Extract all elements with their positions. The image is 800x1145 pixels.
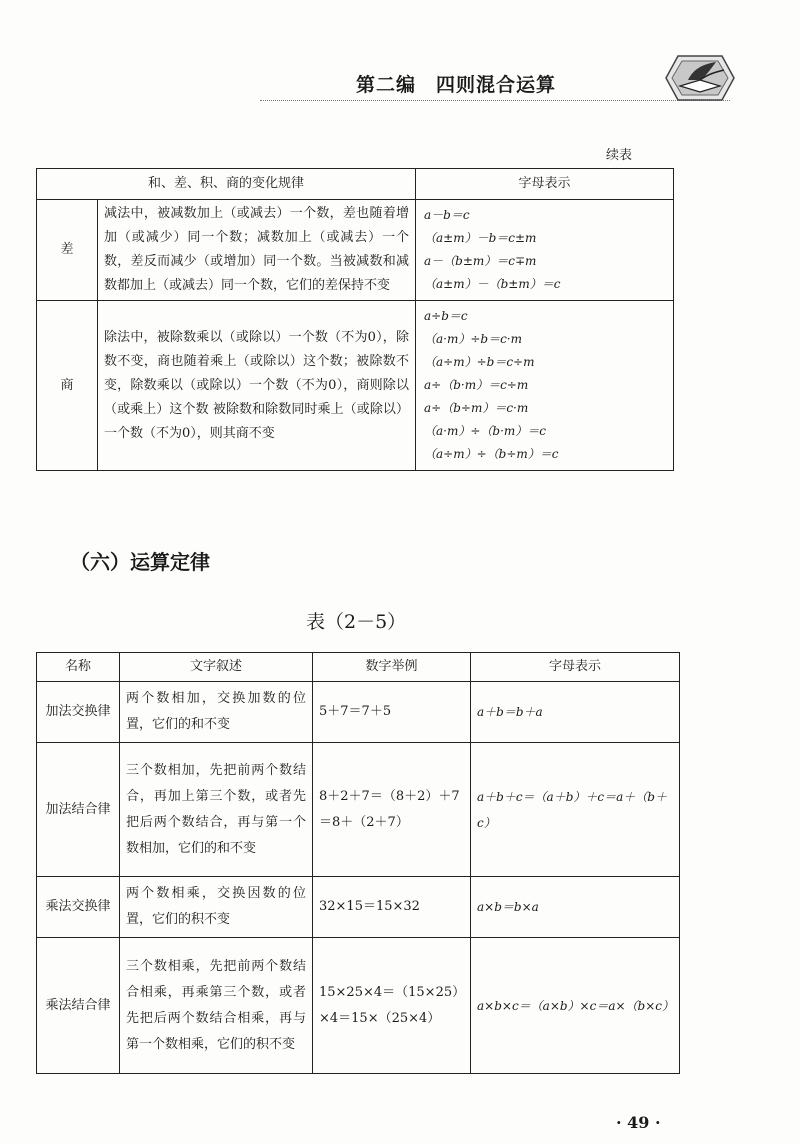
table-row: [37, 682, 680, 743]
law-letters: a＋b＝b＋a: [471, 682, 680, 743]
table-row: [37, 938, 680, 1074]
formula-line: a÷（b÷m）＝c·m: [424, 401, 529, 415]
header-desc: 文字叙述: [120, 653, 313, 682]
formula-cell: [416, 200, 674, 301]
formula-line: （a·m）÷b＝c·m: [424, 332, 522, 346]
law-name: 乘法交换律: [37, 877, 120, 938]
formula-line: a－（b±m）＝c∓m: [424, 254, 537, 268]
header-example: 数字举例: [313, 653, 471, 682]
law-name: 乘法结合律: [37, 938, 120, 1074]
category-cell: 差: [37, 200, 98, 301]
table-row: [37, 743, 680, 877]
law-letters: a×b＝b×a: [471, 877, 680, 938]
law-description: 两个数相加，交换加数的位置，它们的和不变: [120, 682, 313, 743]
formula-line: a－b＝c: [424, 208, 470, 222]
law-example: 15×25×4＝（15×25）×4＝15×（25×4）: [313, 938, 471, 1074]
header-rule: [260, 100, 730, 101]
header-letters: 字母表示: [471, 653, 680, 682]
formula-line: （a±m）－b＝c±m: [424, 231, 537, 245]
law-name: 加法结合律: [37, 743, 120, 877]
law-description: 三个数相加，先把前两个数结合，再加上第三个数，或者先把后两个数结合，再与第一个数相加，它们的和不变: [120, 743, 313, 877]
law-letters: a×b×c＝（a×b）×c＝a×（b×c）: [471, 938, 680, 1074]
change-rules-table: [36, 168, 674, 471]
formula-line: a÷（b·m）＝c÷m: [424, 378, 529, 392]
table-header-row: [37, 653, 680, 682]
formula-line: a÷b＝c: [424, 309, 468, 323]
table-header-row: [37, 169, 674, 200]
table-row: [37, 200, 674, 301]
formula-line: （a÷m）÷（b÷m）＝c: [424, 447, 559, 461]
table-row: [37, 877, 680, 938]
category-cell: 商: [37, 301, 98, 471]
law-name: 加法交换律: [37, 682, 120, 743]
formula-line: （a÷m）÷b＝c÷m: [424, 355, 535, 369]
law-example: 32×15＝15×32: [313, 877, 471, 938]
header-name: 名称: [37, 653, 120, 682]
law-example: 8＋2＋7＝（8＋2）＋7＝8＋（2＋7）: [313, 743, 471, 877]
table-row: [37, 301, 674, 471]
header-letters-col: 字母表示: [416, 169, 674, 200]
section-title: （六）运算定律: [70, 550, 210, 574]
law-description: 两个数相乘，交换因数的位置，它们的积不变: [120, 877, 313, 938]
table-caption: 表（2－5）: [306, 611, 407, 633]
rule-cell: 减法中，被减数加上（或减去）一个数，差也随着增加（或减少）同一个数；减数加上（或减去）一个数，差反而减少（或增加）同一个数。当被减数和减数都加上（或减去）同一个数，它们的差保持不变: [98, 200, 416, 301]
book-bird-icon: [664, 50, 736, 106]
header-rule-col: 和、差、积、商的变化规律: [37, 169, 416, 200]
formula-cell: [416, 301, 674, 471]
continued-label: 续表: [606, 148, 633, 163]
chapter-title: 第二编 四则混合运算: [356, 74, 557, 96]
rule-cell: 除法中，被除数乘以（或除以）一个数（不为0），除数不变，商也随着乘上（或除以）这个数；被除数不变，除数乘以（或除以）一个数（不为0），商则除以（或乘上）这个数 被除数和除数同时乘上（或除以）一个数（不为0），则其商不变: [98, 301, 416, 471]
law-description: 三个数相乘，先把前两个数结合相乘，再乘第三个数，或者先把后两个数结合相乘，再与第一个数相乘，它们的积不变: [120, 938, 313, 1074]
formula-line: （a±m）－（b±m）＝c: [424, 277, 561, 291]
law-letters: a＋b＋c＝（a＋b）＋c＝a＋（b＋c）: [471, 743, 680, 877]
law-example: 5＋7＝7＋5: [313, 682, 471, 743]
formula-line: （a·m）÷（b·m）＝c: [424, 424, 546, 438]
page-number: · 49 ·: [616, 1113, 661, 1132]
operation-laws-table: [36, 652, 680, 1074]
